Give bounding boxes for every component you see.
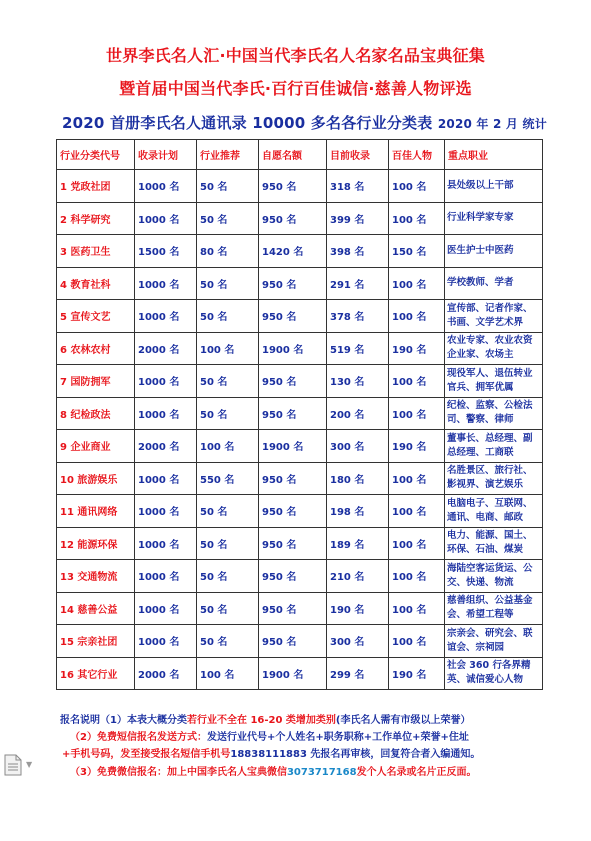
table-cell: 299 名 [327,657,389,690]
table-row [57,527,543,560]
table-cell: 180 名 [327,462,389,495]
table-header-row [57,140,543,170]
table-row [57,397,543,430]
note-1-suffix: (李氏名人需有市级以上荣誉） [335,715,471,726]
table-row [57,170,543,203]
note-4 [70,763,477,778]
note-3 [62,745,480,760]
table-cell: 399 名 [327,202,389,235]
table-cell: 291 名 [327,267,389,300]
table-cell: 150 名 [389,235,445,268]
table-cell: 1000 名 [135,170,197,203]
table-cell: 50 名 [197,527,259,560]
table-cell: 100 名 [389,365,445,398]
column-header: 自愿名额 [259,140,327,170]
category-cell: 7 国防拥军 [57,365,135,398]
table-cell: 1500 名 [135,235,197,268]
table-cell: 50 名 [197,495,259,528]
table-cell: 950 名 [259,267,327,300]
category-cell: 6 农林农村 [57,332,135,365]
table-cell: 50 名 [197,592,259,625]
table-cell: 100 名 [389,202,445,235]
table-cell: 1000 名 [135,397,197,430]
table-subtitle [62,112,547,133]
category-cell: 5 宣传文艺 [57,300,135,333]
key-occupation-cell: 电脑电子、互联网、通讯、电商、邮政 [445,495,543,528]
note-2-text: 发送行业代号+个人姓名+职务职称+工作单位+荣誉+住址 [206,732,469,743]
table-row [57,267,543,300]
key-occupation-cell: 学校教师、学者 [445,267,543,300]
table-row [57,365,543,398]
table-cell: 50 名 [197,397,259,430]
table-cell: 100 名 [389,560,445,593]
key-occupation-cell: 社会 360 行各界精英、诚信爱心人物 [445,657,543,690]
table-row [57,592,543,625]
table-cell: 300 名 [327,625,389,658]
table-cell: 210 名 [327,560,389,593]
table-cell: 100 名 [197,657,259,690]
table-cell: 189 名 [327,527,389,560]
table-cell: 50 名 [197,625,259,658]
table-cell: 950 名 [259,495,327,528]
table-cell: 950 名 [259,462,327,495]
category-cell: 3 医药卫生 [57,235,135,268]
key-occupation-cell: 县处级以上干部 [445,170,543,203]
column-header: 行业推荐 [197,140,259,170]
table-row [57,300,543,333]
note-3-text: 18838111883 先报名再审核，回复符合者入编通知。 [230,749,481,760]
table-cell: 100 名 [389,170,445,203]
table-cell: 1900 名 [259,430,327,463]
category-cell: 1 党政社团 [57,170,135,203]
category-table [56,139,543,690]
table-cell: 190 名 [389,430,445,463]
note-2-label: （2）免费短信报名发送方式： [70,732,207,743]
subtitle-main: 2020 首册李氏名人通讯录 10000 多名各行业分类表 [62,114,433,132]
table-cell: 190 名 [389,657,445,690]
table-cell: 198 名 [327,495,389,528]
category-cell: 8 纪检政法 [57,397,135,430]
table-row [57,202,543,235]
category-cell: 14 慈善公益 [57,592,135,625]
note-4-wechat-id: 3073717168 [286,767,357,778]
key-occupation-cell: 名胜景区、旅行社、影视界、演艺娱乐 [445,462,543,495]
table-cell: 50 名 [197,560,259,593]
table-cell: 1900 名 [259,332,327,365]
table-cell: 100 名 [197,430,259,463]
table-cell: 398 名 [327,235,389,268]
category-cell: 13 交通物流 [57,560,135,593]
category-cell: 4 教育社科 [57,267,135,300]
table-cell: 100 名 [389,495,445,528]
key-occupation-cell: 行业科学家专家 [445,202,543,235]
column-header: 行业分类代号 [57,140,135,170]
table-cell: 550 名 [197,462,259,495]
table-cell: 1000 名 [135,365,197,398]
title-line-2: 暨首届中国当代李氏·百行百佳诚信·慈善人物评选 [119,79,472,98]
table-row [57,235,543,268]
table-cell: 1000 名 [135,495,197,528]
caret-down-icon[interactable]: ▼ [26,760,33,769]
note-2 [70,728,469,743]
column-header: 重点职业 [445,140,543,170]
table-cell: 100 名 [389,300,445,333]
table-cell: 950 名 [259,365,327,398]
table-cell: 50 名 [197,202,259,235]
key-occupation-cell: 宣传部、记者作家、书画、文学艺术界 [445,300,543,333]
table-cell: 950 名 [259,170,327,203]
table-cell: 1000 名 [135,462,197,495]
table-row [57,430,543,463]
table-cell: 190 名 [327,592,389,625]
table-cell: 1000 名 [135,527,197,560]
table-cell: 950 名 [259,560,327,593]
table-cell: 100 名 [389,625,445,658]
table-cell: 1000 名 [135,202,197,235]
table-cell: 950 名 [259,300,327,333]
table-cell: 2000 名 [135,430,197,463]
table-cell: 50 名 [197,267,259,300]
table-cell: 1420 名 [259,235,327,268]
table-cell: 2000 名 [135,657,197,690]
table-cell: 80 名 [197,235,259,268]
key-occupation-cell: 电力、能源、国土、环保、石油、煤炭 [445,527,543,560]
key-occupation-cell: 纪检、监察、公检法司、警察、律师 [445,397,543,430]
table-cell: 950 名 [259,397,327,430]
table-row [57,332,543,365]
key-occupation-cell: 医生护士中医药 [445,235,543,268]
table-cell: 1000 名 [135,267,197,300]
category-cell: 10 旅游娱乐 [57,462,135,495]
note-1 [60,711,471,726]
note-1-highlight: 若行业不全在 16-20 类增加类别 [186,715,336,726]
note-1-prefix: 报名说明（1）本表大概分类 [60,715,187,726]
table-cell: 50 名 [197,170,259,203]
table-cell: 1000 名 [135,625,197,658]
table-cell: 50 名 [197,365,259,398]
table-cell: 950 名 [259,592,327,625]
table-cell: 300 名 [327,430,389,463]
table-cell: 2000 名 [135,332,197,365]
category-cell: 12 能源环保 [57,527,135,560]
table-cell: 100 名 [389,397,445,430]
key-occupation-cell: 宗亲会、研究会、联谊会、宗祠园 [445,625,543,658]
table-cell: 190 名 [389,332,445,365]
table-row [57,495,543,528]
column-header: 收录计划 [135,140,197,170]
key-occupation-cell: 农业专家、农业农资企业家、农场主 [445,332,543,365]
table-cell: 100 名 [389,267,445,300]
category-cell: 2 科学研究 [57,202,135,235]
table-cell: 1900 名 [259,657,327,690]
table-cell: 1000 名 [135,560,197,593]
key-occupation-cell: 海陆空客运货运、公交、快递、物流 [445,560,543,593]
table-cell: 378 名 [327,300,389,333]
table-cell: 100 名 [389,527,445,560]
note-4-label: （3）免费微信报名： [70,767,167,778]
table-cell: 130 名 [327,365,389,398]
subtitle-date: 2020 年 2 月 统计 [437,117,547,131]
table-cell: 100 名 [197,332,259,365]
table-cell: 950 名 [259,202,327,235]
note-4-suffix: 发个人名录或名片正反面。 [356,767,477,778]
table-cell: 100 名 [389,592,445,625]
table-row [57,625,543,658]
table-cell: 950 名 [259,527,327,560]
column-header: 百佳人物 [389,140,445,170]
category-cell: 11 通讯网络 [57,495,135,528]
table-row [57,462,543,495]
table-row [57,560,543,593]
key-occupation-cell: 董事长、总经理、副总经理、工商联 [445,430,543,463]
table-cell: 200 名 [327,397,389,430]
table-cell: 519 名 [327,332,389,365]
table-cell: 100 名 [389,462,445,495]
document-icon[interactable] [4,754,22,776]
table-cell: 1000 名 [135,592,197,625]
note-4-text: 加上中国李氏名人宝典微信 [166,767,287,778]
category-cell: 15 宗亲社团 [57,625,135,658]
note-3-label: +手机号码，发至接受报名短信手机号 [62,749,231,760]
key-occupation-cell: 慈善组织、公益基金会、希望工程等 [445,592,543,625]
table-cell: 50 名 [197,300,259,333]
table-cell: 1000 名 [135,300,197,333]
category-cell: 9 企业商业 [57,430,135,463]
table-cell: 318 名 [327,170,389,203]
category-cell: 16 其它行业 [57,657,135,690]
column-header: 目前收录 [327,140,389,170]
table-cell: 950 名 [259,625,327,658]
title-line-1: 世界李氏名人汇·中国当代李氏名人名家名品宝典征集 [106,46,485,65]
key-occupation-cell: 现役军人、退伍转业官兵、拥军优属 [445,365,543,398]
table-row [57,657,543,690]
